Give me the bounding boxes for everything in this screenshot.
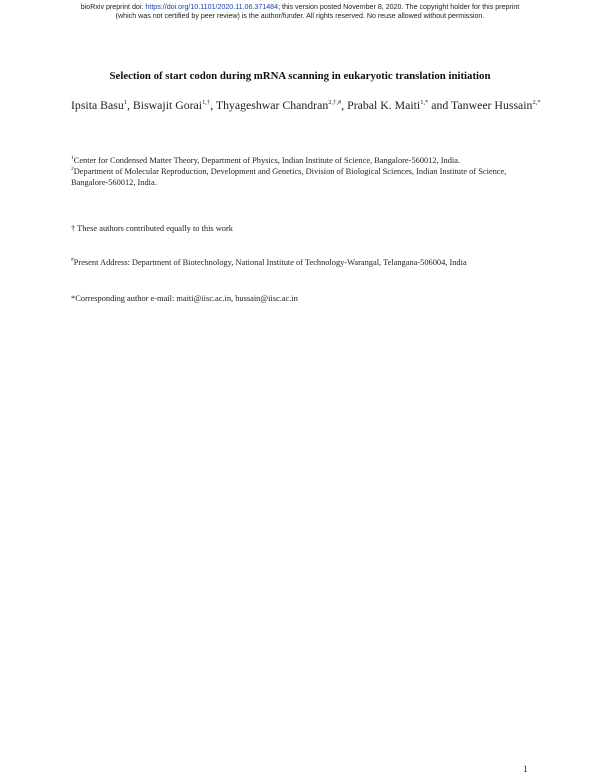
affiliation-item bbox=[71, 155, 541, 166]
author-affiliation-mark: 2,†,# bbox=[328, 99, 342, 107]
header-prefix: bioRxiv preprint doi: bbox=[80, 3, 146, 11]
author-name: Thyageshwar Chandran bbox=[215, 98, 329, 112]
author-affiliation-mark: 2,* bbox=[532, 99, 541, 107]
affiliation-list bbox=[71, 155, 541, 188]
header-line-2: (which was not certified by peer review) is the author/funder. All rights reserved. No reuse allowed without permission. bbox=[115, 12, 485, 20]
author-separator: , bbox=[210, 98, 216, 112]
author-separator: , bbox=[127, 98, 133, 112]
author-separator: , bbox=[341, 98, 348, 112]
author-list bbox=[71, 97, 541, 113]
paper-title: Selection of start codon during mRNA scanning in eukaryotic translation initiation bbox=[109, 70, 491, 82]
equal-contribution-note: † These authors contributed equally to this work bbox=[71, 224, 233, 233]
author-affiliation-mark: 1 bbox=[123, 99, 128, 107]
author-name: Ipsita Basu bbox=[71, 98, 124, 112]
doi-link[interactable]: https://doi.org/10.1101/2020.11.06.371484 bbox=[145, 3, 279, 11]
affiliation-item bbox=[71, 166, 541, 188]
author-affiliation-mark: 1,* bbox=[420, 99, 429, 107]
header-suffix: ; this version posted November 8, 2020. The copyright holder for this preprint bbox=[278, 3, 520, 11]
corresponding-author-note: *Corresponding author e-mail: maiti@iisc.ac.in, hussain@iisc.ac.in bbox=[71, 294, 298, 303]
author-separator: and bbox=[428, 98, 452, 112]
affiliation-mark: 1 bbox=[71, 155, 74, 162]
author-name: Biswajit Gorai bbox=[132, 98, 203, 112]
present-address-note bbox=[71, 257, 541, 268]
page-number: 1 bbox=[523, 764, 528, 774]
affiliation-text: Department of Molecular Reproduction, Development and Genetics, Division of Biological Sciences, Indian Institute of Science, Bangalore-560012, India. bbox=[71, 167, 507, 187]
author-name: Tanweer Hussain bbox=[451, 98, 533, 112]
present-address-text: Present Address: Department of Biotechnology, National Institute of Technology-Warangal, Telangana-506004, India bbox=[73, 258, 467, 267]
present-address-mark: # bbox=[71, 257, 74, 264]
author-name: Prabal K. Maiti bbox=[347, 98, 421, 112]
header-line-1 bbox=[0, 3, 600, 12]
preprint-header bbox=[0, 3, 600, 21]
affiliation-text: Center for Condensed Matter Theory, Department of Physics, Indian Institute of Science, Bangalore-560012, India. bbox=[73, 156, 461, 165]
author-affiliation-mark: 1,† bbox=[202, 99, 211, 107]
affiliation-mark: 2 bbox=[71, 166, 74, 173]
